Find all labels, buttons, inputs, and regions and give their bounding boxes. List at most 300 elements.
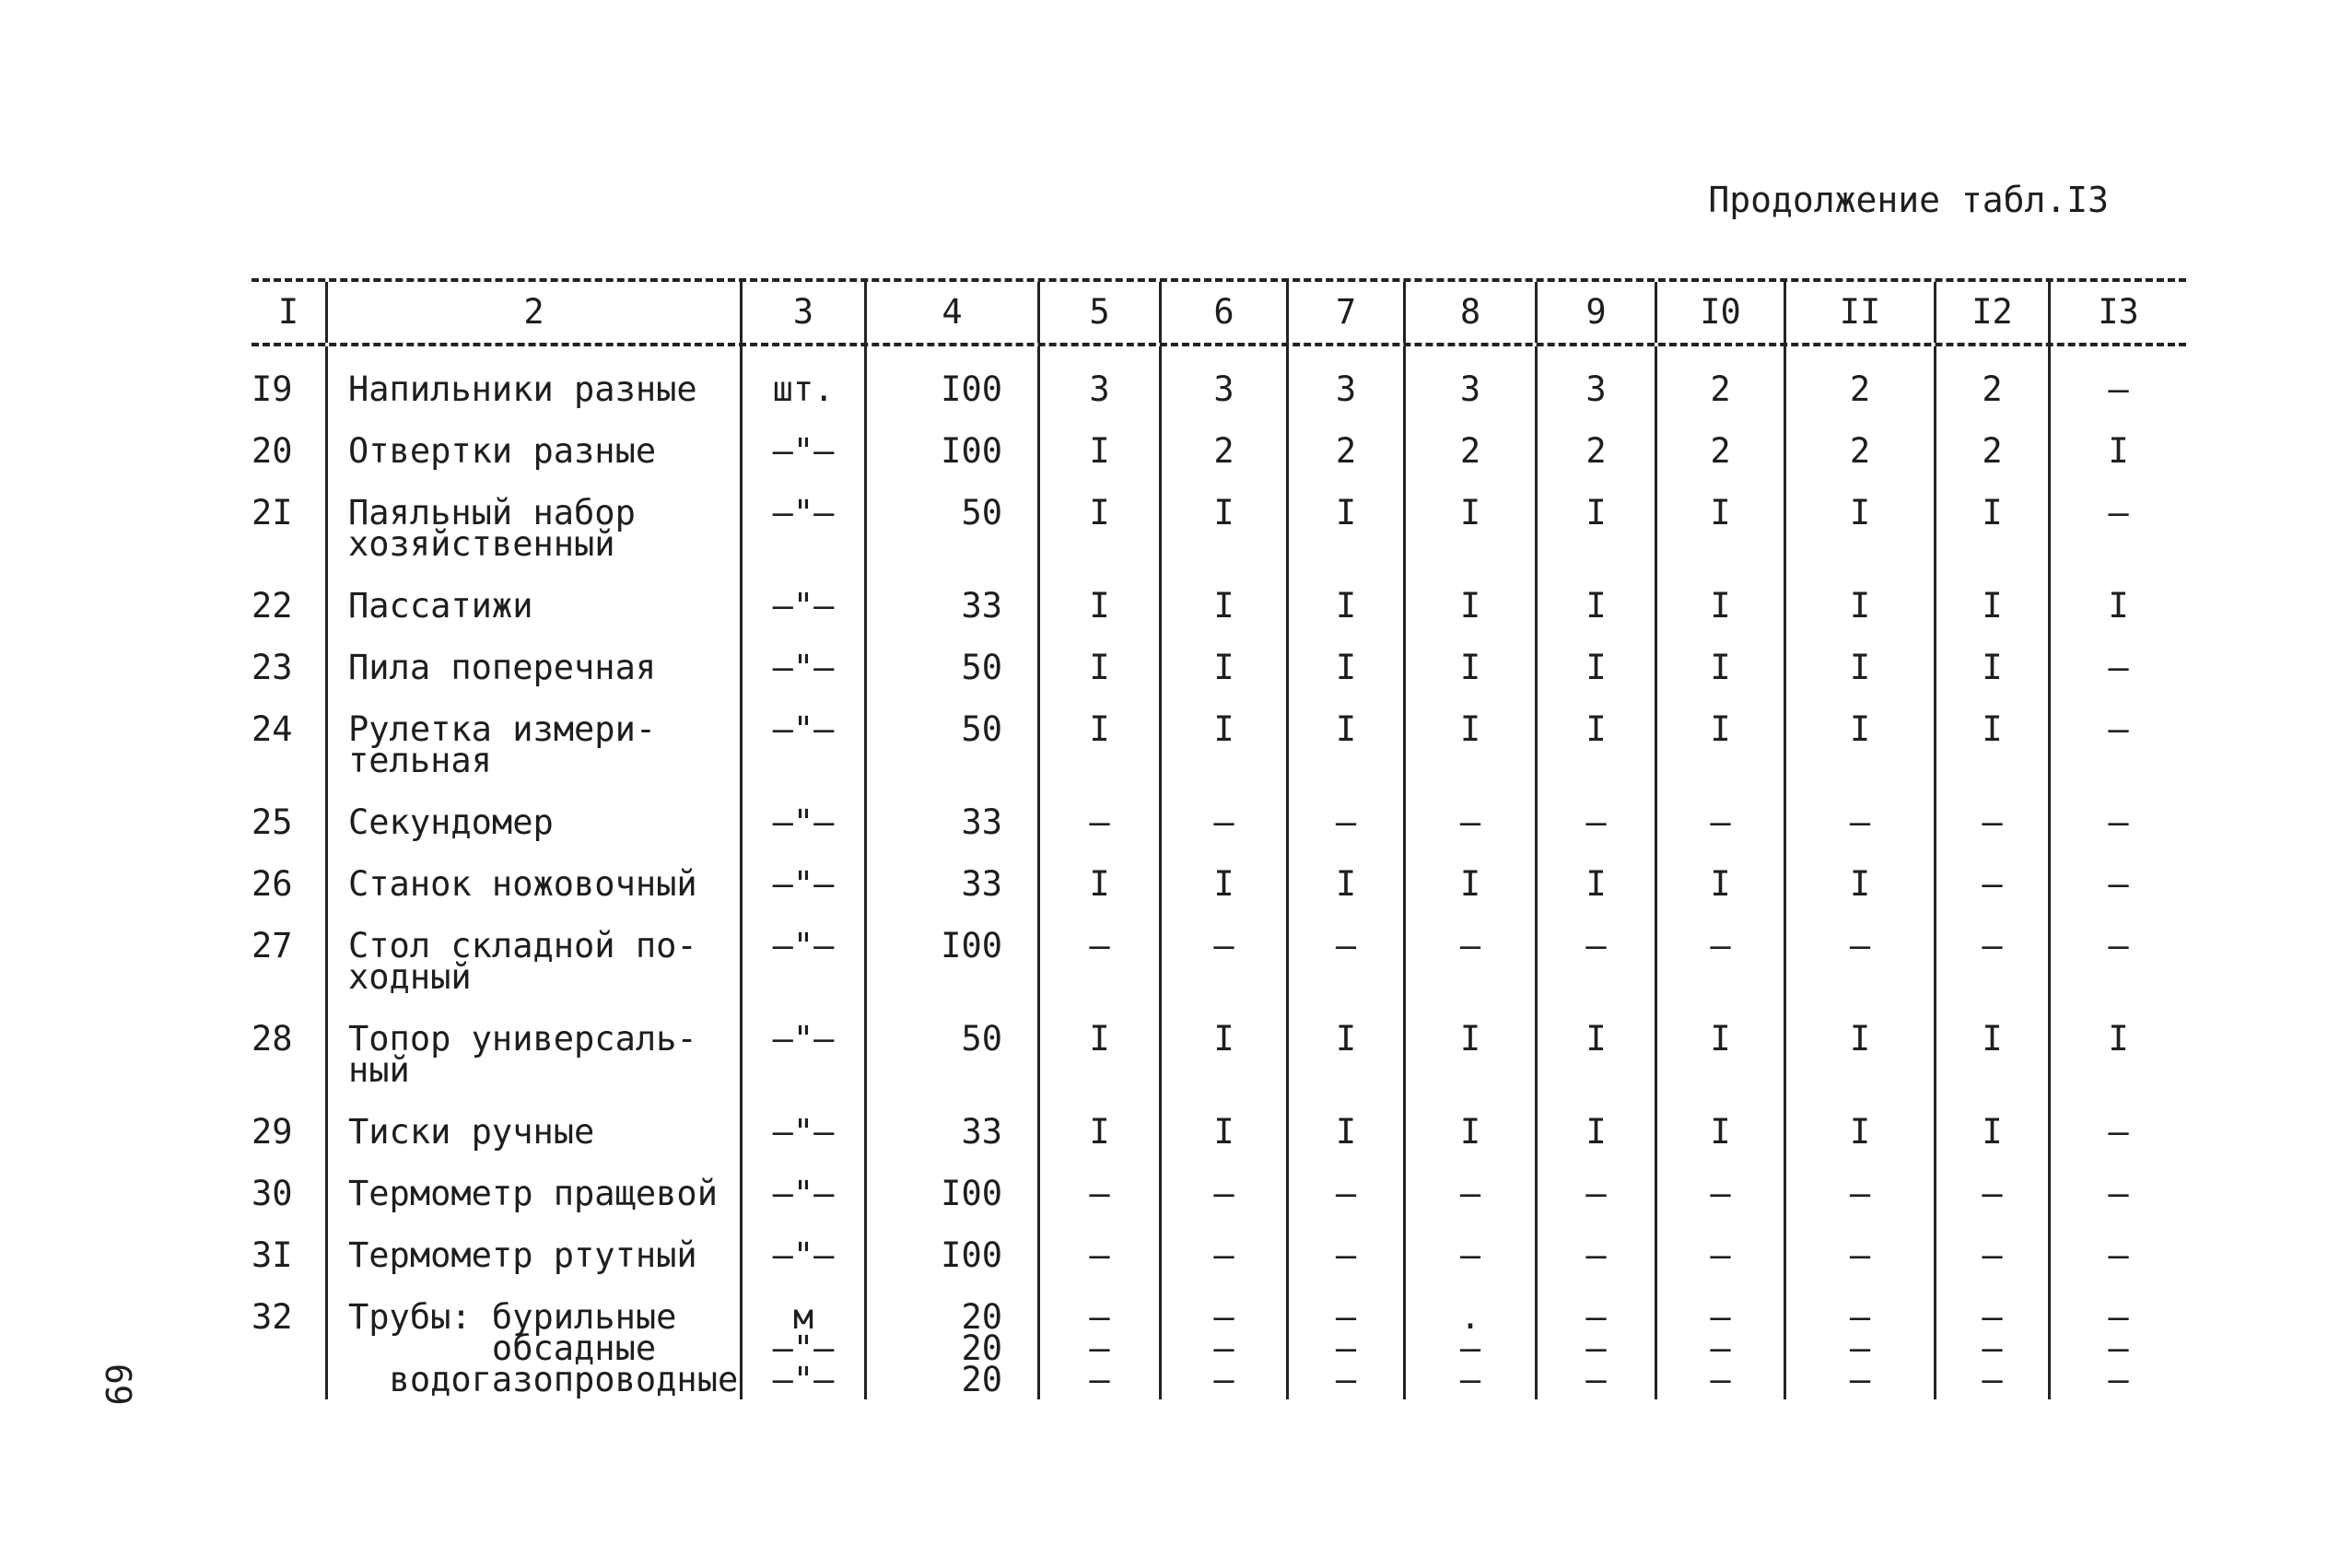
cell-text: водогазопроводные — [348, 1360, 739, 1399]
cell-text: – — [1089, 1174, 1110, 1213]
cell-text: 29 — [252, 1112, 293, 1152]
cell-text: – — [1585, 1235, 1607, 1275]
cell-text: 2 — [1335, 431, 1357, 471]
cell-text: – — [1585, 1297, 1607, 1337]
value-cell — [1934, 1212, 2048, 1274]
cell-text: – — [2108, 709, 2129, 749]
value-cell — [1535, 903, 1655, 996]
value-cell — [1037, 1151, 1159, 1212]
header-cell: 3 — [740, 282, 864, 343]
item-name-cell — [325, 563, 740, 625]
cell-text: I — [1089, 586, 1110, 626]
item-name-cell — [325, 1151, 740, 1212]
value-cell — [2048, 903, 2186, 996]
cell-text: –"– — [772, 431, 835, 471]
value-cell — [1655, 346, 1784, 408]
cell-text: 3 — [1335, 369, 1357, 409]
quantity-cell — [864, 1151, 1037, 1212]
value-cell — [1403, 563, 1535, 625]
cell-text: Термометр ртутный — [348, 1235, 697, 1275]
value-cell — [1784, 408, 1934, 470]
table-row — [252, 1274, 2186, 1399]
value-cell — [2048, 470, 2186, 563]
value-cell — [1159, 996, 1286, 1089]
value-cell — [1535, 1089, 1655, 1151]
value-cell — [1159, 686, 1286, 779]
value-cell — [1286, 625, 1403, 686]
value-cell — [1934, 1151, 2048, 1212]
value-cell — [1784, 346, 1934, 408]
cell-text: I — [1982, 1112, 2003, 1152]
value-cell — [1037, 903, 1159, 996]
quantity-cell — [864, 1089, 1037, 1151]
cell-text: – — [1213, 1360, 1234, 1399]
value-cell — [1535, 408, 1655, 470]
cell-text: I — [1089, 431, 1110, 471]
cell-text: – — [2108, 926, 2129, 965]
inventory-table — [252, 278, 2186, 1399]
value-cell — [1286, 408, 1403, 470]
value-cell — [2048, 563, 2186, 625]
cell-text: I — [1459, 864, 1481, 904]
cell-text: I — [1710, 586, 1731, 626]
value-cell — [1655, 1089, 1784, 1151]
header-cell: II — [1784, 282, 1934, 343]
cell-text: 20 — [961, 1360, 1002, 1399]
header-cell: 5 — [1037, 282, 1159, 343]
cell-text: – — [1710, 802, 1731, 842]
cell-text: Пила поперечная — [348, 648, 657, 687]
cell-text: шт. — [772, 369, 835, 409]
cell-text: I00 — [941, 1174, 1002, 1213]
value-cell — [1037, 1212, 1159, 1274]
cell-text: 50 — [961, 493, 1002, 532]
cell-text: Термометр пращевой — [348, 1174, 718, 1213]
cell-text: Паяльный набор — [348, 493, 636, 532]
cell-text: I — [1585, 586, 1607, 626]
cell-text: Отвертки разные — [348, 431, 657, 471]
cell-text: I — [1982, 586, 2003, 626]
value-cell — [1286, 1274, 1403, 1399]
cell-text: –"– — [772, 1174, 835, 1213]
cell-text: I00 — [941, 369, 1002, 409]
value-cell — [1934, 563, 2048, 625]
cell-text: – — [1585, 802, 1607, 842]
value-cell — [1159, 903, 1286, 996]
value-cell — [1286, 841, 1403, 903]
cell-text: I — [1335, 1019, 1357, 1059]
cell-text: I — [1710, 493, 1731, 532]
value-cell — [1159, 1089, 1286, 1151]
value-cell — [2048, 996, 2186, 1089]
cell-text: – — [1849, 1297, 1871, 1337]
value-cell — [1655, 1151, 1784, 1212]
value-cell — [1286, 779, 1403, 841]
cell-text: I — [1459, 1112, 1481, 1152]
value-cell — [1934, 1274, 2048, 1399]
row-number-cell — [252, 1151, 325, 1212]
value-cell — [1535, 470, 1655, 563]
value-cell — [1403, 1151, 1535, 1212]
cell-text: Пассатижи — [348, 586, 533, 626]
value-cell — [1655, 625, 1784, 686]
value-cell — [1934, 779, 2048, 841]
cell-text: – — [1089, 926, 1110, 965]
value-cell — [1037, 408, 1159, 470]
item-name-cell — [325, 346, 740, 408]
cell-text: – — [2108, 802, 2129, 842]
table-row — [252, 625, 2186, 686]
cell-text: I — [1849, 1112, 1871, 1152]
header-cell: 6 — [1159, 282, 1286, 343]
quantity-cell — [864, 996, 1037, 1089]
unit-cell — [740, 1212, 864, 1274]
cell-text: 3 — [1459, 369, 1481, 409]
quantity-cell — [864, 346, 1037, 408]
cell-text: 33 — [961, 1112, 1002, 1152]
value-cell — [1159, 470, 1286, 563]
cell-text: I — [1213, 586, 1234, 626]
cell-text: – — [1982, 1174, 2003, 1213]
value-cell — [1286, 996, 1403, 1089]
value-cell — [2048, 346, 2186, 408]
quantity-cell — [864, 686, 1037, 779]
quantity-cell — [864, 408, 1037, 470]
cell-text: – — [2108, 864, 2129, 904]
value-cell — [1037, 346, 1159, 408]
cell-text: Топор универсаль- — [348, 1019, 697, 1059]
cell-text: I — [1335, 709, 1357, 749]
cell-text: –"– — [772, 926, 835, 965]
header-cell: I2 — [1934, 282, 2048, 343]
cell-text: Стол складной по- — [348, 926, 697, 965]
cell-text: – — [1982, 864, 2003, 904]
cell-text: I — [1089, 648, 1110, 687]
table-row — [252, 408, 2186, 470]
unit-cell — [740, 686, 864, 779]
cell-text: –"– — [772, 1235, 835, 1275]
cell-text: I — [1849, 864, 1871, 904]
value-cell — [1037, 1274, 1159, 1399]
table-row — [252, 346, 2186, 408]
value-cell — [1655, 903, 1784, 996]
cell-text: – — [1335, 1328, 1357, 1368]
cell-text: I — [1982, 1019, 2003, 1059]
quantity-cell — [864, 625, 1037, 686]
item-name-cell — [325, 1212, 740, 1274]
cell-text: – — [2108, 1328, 2129, 1368]
table-row — [252, 996, 2186, 1089]
value-cell — [2048, 686, 2186, 779]
cell-text: I — [1982, 709, 2003, 749]
cell-text: – — [1335, 1297, 1357, 1337]
value-cell — [1159, 1151, 1286, 1212]
value-cell — [1934, 408, 2048, 470]
cell-text: – — [1585, 1360, 1607, 1399]
value-cell — [1037, 779, 1159, 841]
cell-text: м — [792, 1297, 814, 1337]
cell-text: I — [1982, 493, 2003, 532]
cell-text: 2 — [1982, 369, 2003, 409]
cell-text: I — [1335, 864, 1357, 904]
cell-text: I — [1089, 1019, 1110, 1059]
value-cell — [1934, 1089, 2048, 1151]
cell-text: . — [1459, 1297, 1481, 1337]
value-cell — [2048, 1151, 2186, 1212]
value-cell — [1784, 470, 1934, 563]
cell-text: – — [1982, 1360, 2003, 1399]
cell-text: хозяйственный — [348, 524, 615, 564]
table-continuation-caption: Продолжение табл.I3 — [1708, 180, 2109, 220]
unit-cell — [740, 903, 864, 996]
value-cell — [2048, 1212, 2186, 1274]
cell-text: 25 — [252, 802, 293, 842]
value-cell — [1403, 686, 1535, 779]
cell-text: 3 — [1213, 369, 1234, 409]
unit-cell — [740, 563, 864, 625]
cell-text: 3 — [1585, 369, 1607, 409]
cell-text: – — [1213, 802, 1234, 842]
table-header-row — [252, 282, 2186, 346]
cell-text: – — [1089, 1235, 1110, 1275]
cell-text: I — [1089, 709, 1110, 749]
row-number-cell — [252, 1089, 325, 1151]
cell-text: I — [1849, 1019, 1871, 1059]
cell-text: 50 — [961, 1019, 1002, 1059]
value-cell — [1403, 779, 1535, 841]
value-cell — [1037, 841, 1159, 903]
item-name-cell — [325, 903, 740, 996]
value-cell — [1784, 625, 1934, 686]
value-cell — [1655, 779, 1784, 841]
cell-text: 2 — [1849, 431, 1871, 471]
unit-cell — [740, 625, 864, 686]
value-cell — [1403, 470, 1535, 563]
table-row — [252, 686, 2186, 779]
value-cell — [1037, 1089, 1159, 1151]
cell-text: – — [1982, 1235, 2003, 1275]
cell-text: I — [1982, 648, 2003, 687]
value-cell — [1286, 346, 1403, 408]
cell-text: I — [2108, 586, 2129, 626]
cell-text: – — [1459, 926, 1481, 965]
cell-text: – — [2108, 493, 2129, 532]
value-cell — [1784, 996, 1934, 1089]
table-body — [252, 346, 2186, 1399]
value-cell — [1655, 841, 1784, 903]
cell-text: I — [1585, 493, 1607, 532]
cell-text: – — [1335, 1360, 1357, 1399]
value-cell — [1286, 470, 1403, 563]
table-row — [252, 1089, 2186, 1151]
cell-text: Станок ножовочный — [348, 864, 697, 904]
quantity-cell — [864, 1212, 1037, 1274]
value-cell — [1784, 841, 1934, 903]
cell-text: 2 — [1585, 431, 1607, 471]
table-row — [252, 841, 2186, 903]
value-cell — [1286, 563, 1403, 625]
value-cell — [1934, 470, 2048, 563]
cell-text: –"– — [772, 1019, 835, 1059]
row-number-cell — [252, 470, 325, 563]
cell-text: I — [1710, 1019, 1731, 1059]
cell-text: –"– — [772, 709, 835, 749]
cell-text: I — [1335, 586, 1357, 626]
cell-text: –"– — [772, 1328, 835, 1368]
page-number: 69 — [98, 1363, 138, 1406]
value-cell — [1159, 346, 1286, 408]
cell-text: I — [1459, 648, 1481, 687]
cell-text: 33 — [961, 802, 1002, 842]
cell-text: I — [1089, 864, 1110, 904]
cell-text: 27 — [252, 926, 293, 965]
cell-text: – — [1459, 1174, 1481, 1213]
header-cell: I0 — [1655, 282, 1784, 343]
cell-text: – — [1585, 1328, 1607, 1368]
cell-text: I — [1585, 864, 1607, 904]
value-cell — [1403, 903, 1535, 996]
table-row — [252, 470, 2186, 563]
value-cell — [1535, 346, 1655, 408]
value-cell — [1403, 408, 1535, 470]
quantity-cell — [864, 841, 1037, 903]
quantity-cell — [864, 470, 1037, 563]
cell-text: I — [1459, 1019, 1481, 1059]
cell-text: Тиски ручные — [348, 1112, 595, 1152]
cell-text: I00 — [941, 926, 1002, 965]
cell-text: –"– — [772, 493, 835, 532]
value-cell — [1655, 1212, 1784, 1274]
cell-text: – — [1585, 1174, 1607, 1213]
value-cell — [1535, 563, 1655, 625]
value-cell — [2048, 841, 2186, 903]
cell-text: I — [1459, 493, 1481, 532]
cell-text: – — [1213, 1174, 1234, 1213]
cell-text: – — [1335, 1174, 1357, 1213]
value-cell — [1403, 625, 1535, 686]
value-cell — [1655, 408, 1784, 470]
value-cell — [1934, 996, 2048, 1089]
value-cell — [1784, 686, 1934, 779]
cell-text: – — [1710, 1297, 1731, 1337]
header-cell: 7 — [1286, 282, 1403, 343]
cell-text: – — [1089, 1360, 1110, 1399]
value-cell — [1159, 563, 1286, 625]
cell-text: 3 — [1089, 369, 1110, 409]
header-cell: 4 — [864, 282, 1037, 343]
header-cell: 2 — [325, 282, 740, 343]
quantity-cell — [864, 779, 1037, 841]
cell-text: – — [1710, 1235, 1731, 1275]
table-row — [252, 1151, 2186, 1212]
row-number-cell — [252, 625, 325, 686]
value-cell — [1403, 996, 1535, 1089]
cell-text: 2 — [1982, 431, 2003, 471]
value-cell — [1159, 779, 1286, 841]
cell-text: обсадные — [348, 1328, 657, 1368]
cell-text: 28 — [252, 1019, 293, 1059]
value-cell — [1403, 1212, 1535, 1274]
value-cell — [1286, 1212, 1403, 1274]
cell-text: I00 — [941, 431, 1002, 471]
value-cell — [1286, 1151, 1403, 1212]
cell-text: 33 — [961, 586, 1002, 626]
value-cell — [1934, 346, 2048, 408]
cell-text: I — [1459, 586, 1481, 626]
cell-text: I — [1710, 709, 1731, 749]
value-cell — [1286, 686, 1403, 779]
value-cell — [1037, 996, 1159, 1089]
cell-text: 2 — [1459, 431, 1481, 471]
value-cell — [1159, 408, 1286, 470]
cell-text: 20 — [961, 1297, 1002, 1337]
item-name-cell — [325, 625, 740, 686]
cell-text: – — [2108, 1174, 2129, 1213]
table-row — [252, 1212, 2186, 1274]
value-cell — [1037, 686, 1159, 779]
row-number-cell — [252, 346, 325, 408]
cell-text: I — [1213, 864, 1234, 904]
value-cell — [1286, 903, 1403, 996]
cell-text: – — [1982, 802, 2003, 842]
cell-text: I — [1335, 493, 1357, 532]
cell-text: Рулетка измери- — [348, 709, 657, 749]
item-name-cell — [325, 1089, 740, 1151]
cell-text: 20 — [961, 1328, 1002, 1368]
cell-text: I — [1849, 493, 1871, 532]
cell-text: I00 — [941, 1235, 1002, 1275]
cell-text: – — [1982, 926, 2003, 965]
quantity-cell — [864, 563, 1037, 625]
row-number-cell — [252, 1212, 325, 1274]
quantity-cell — [864, 903, 1037, 996]
cell-text: I — [1710, 648, 1731, 687]
cell-text: I — [1213, 648, 1234, 687]
item-name-cell — [325, 408, 740, 470]
value-cell — [1286, 1089, 1403, 1151]
cell-text: 2 — [1849, 369, 1871, 409]
cell-text: 26 — [252, 864, 293, 904]
row-number-cell — [252, 1274, 325, 1399]
cell-text: 2I — [252, 493, 293, 532]
cell-text: I — [1335, 648, 1357, 687]
unit-cell — [740, 779, 864, 841]
row-number-cell — [252, 996, 325, 1089]
cell-text: – — [1849, 1328, 1871, 1368]
unit-cell — [740, 346, 864, 408]
row-number-cell — [252, 841, 325, 903]
cell-text: I — [1585, 709, 1607, 749]
cell-text: I — [2108, 431, 2129, 471]
item-name-cell — [325, 1274, 740, 1399]
cell-text: – — [1213, 1328, 1234, 1368]
cell-text: – — [1459, 1235, 1481, 1275]
cell-text: Секундомер — [348, 802, 554, 842]
cell-text: 33 — [961, 864, 1002, 904]
cell-text: Трубы: бурильные — [348, 1297, 677, 1337]
value-cell — [1535, 779, 1655, 841]
cell-text: – — [1849, 1235, 1871, 1275]
cell-text: I — [1585, 1112, 1607, 1152]
value-cell — [1159, 1212, 1286, 1274]
value-cell — [1655, 1274, 1784, 1399]
value-cell — [1403, 346, 1535, 408]
cell-text: – — [2108, 1297, 2129, 1337]
cell-text: – — [2108, 648, 2129, 687]
value-cell — [1934, 903, 2048, 996]
cell-text: – — [1089, 1297, 1110, 1337]
row-number-cell — [252, 903, 325, 996]
